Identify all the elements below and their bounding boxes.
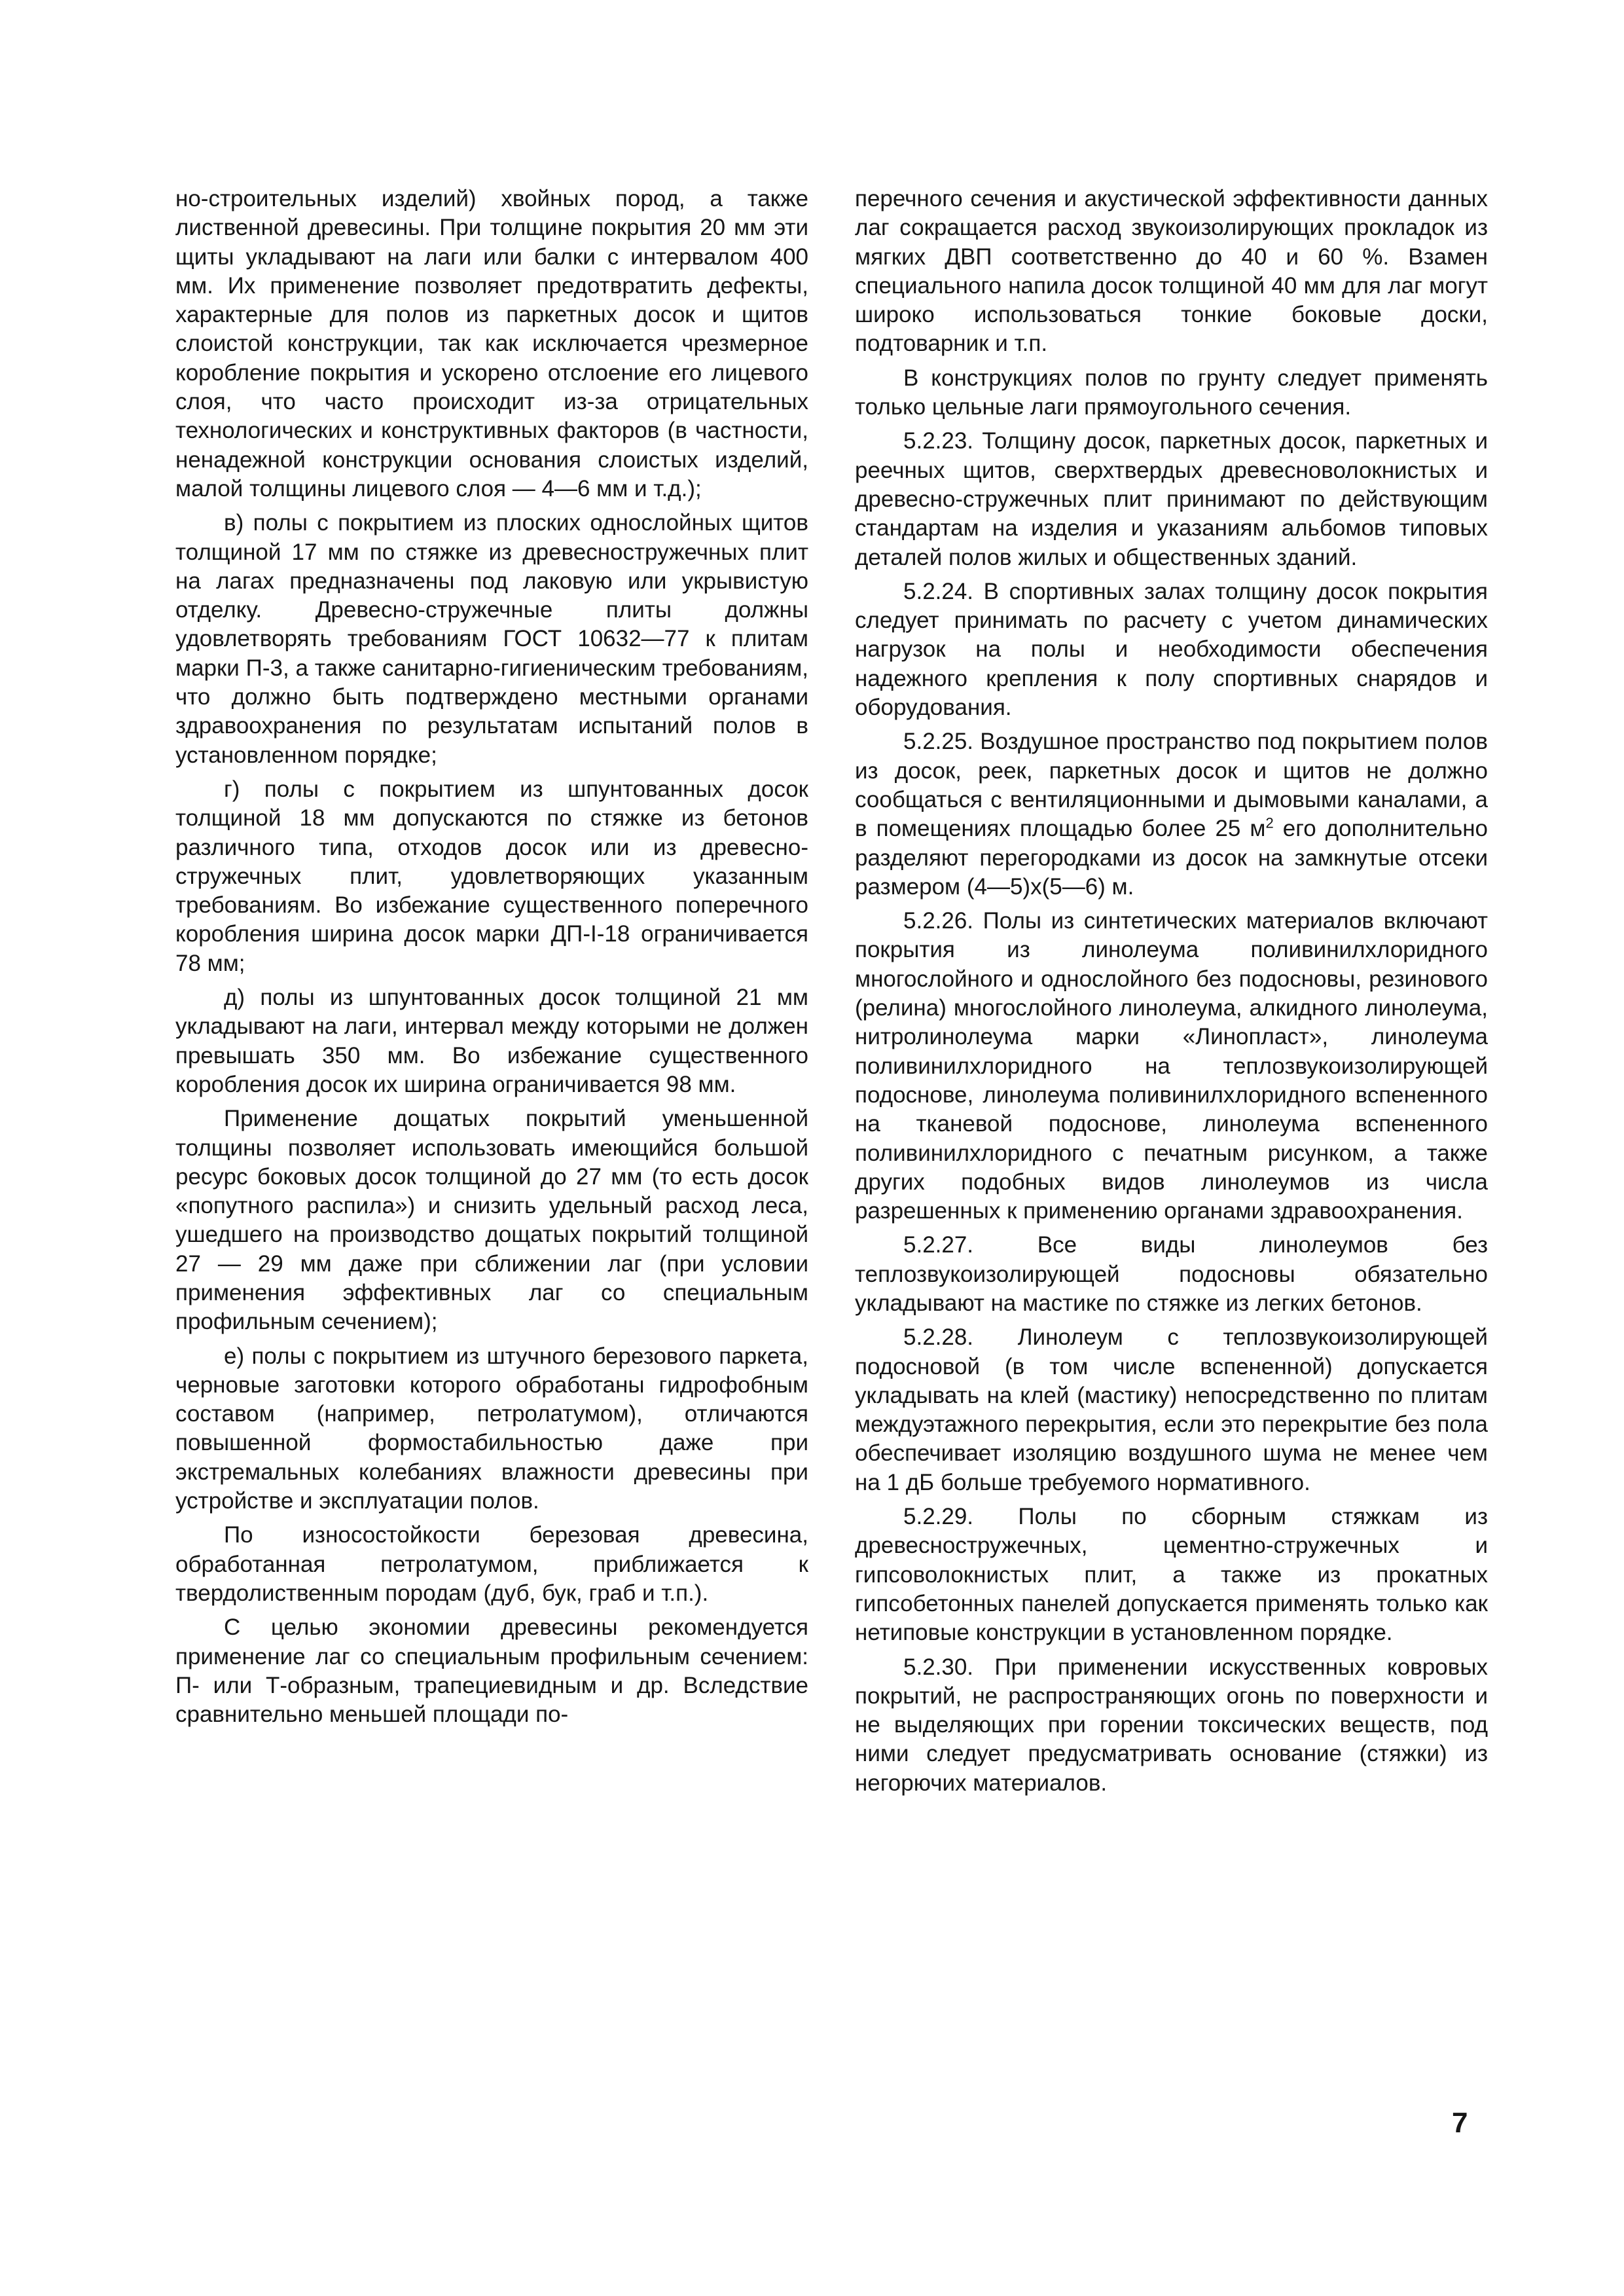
paragraph: В конструкциях полов по грунту следует применять только цельные лаги прямоугольного сечения. bbox=[855, 365, 1488, 420]
paragraph: е) полы с покрытием из штучного березового паркета, черновые заготовки которого обработаны гидрофобным составом (например, петролатумом), отличаются повышенной формостабильностью даже при экстремальных колебаниях влажности древесины при устройстве и эксплуатации полов. bbox=[175, 1343, 808, 1514]
paragraph: но-строительных изделий) хвойных пород, а также лиственной древесины. При толщине покрытия 20 мм эти щиты укладывают на лаги или балки с интервалом 400 мм. Их применение позволяет предотвратить дефекты, характерные для полов из паркетных досок и щитов слоистой конструкции, так как исключается чрезмерное коробление покрытия и ускорено отслоение его лицевого слоя, что часто происходит из-за отрицательных технологических и конструктивных факторов (в частности, ненадежной конструкции основания слоистых изделий, малой толщины лицевого слоя — 4—6 мм и т.д.); bbox=[175, 186, 808, 501]
paragraph: По износостойкости березовая древесина, обработанная петролатумом, приближается к твердолиственным породам (дуб, бук, граб и т.п.). bbox=[175, 1522, 808, 1606]
page-number: 7 bbox=[1452, 2107, 1468, 2139]
paragraph: перечного сечения и акустической эффективности данных лаг сокращается расход звукоизолирующих прокладок из мягких ДВП соответственно до 40 и 60 %. Взамен специального напила досок толщиной 40 мм для лаг могут широко использоваться тонкие боковые доски, подтоварник и т.п. bbox=[855, 186, 1488, 357]
section-5-2-27: 5.2.27. Все виды линолеумов без теплозвукоизолирующей подосновы обязательно укладывают на мастике по стяжке из легких бетонов. bbox=[855, 1232, 1488, 1316]
paragraph: С целью экономии древесины рекомендуется применение лаг со специальным профильным сечением: П- или Т-образным, трапециевидным и др. Вследствие сравнительно меньшей площади по- bbox=[175, 1614, 808, 1728]
section-5-2-29: 5.2.29. Полы по сборным стяжкам из древесностружечных, цементно-стружечных и гипсоволокнистых плит, а также из прокатных гипсобетонных панелей допускается применять только как нетиповые конструкции в установленном порядке. bbox=[855, 1504, 1488, 1646]
paragraph: в) полы с покрытием из плоских однослойных щитов толщиной 17 мм по стяжке из древесностружечных плит на лагах предназначены под лаковую или укрывистую отделку. Древесно-стружечные плиты должны удовлетворять требованиям ГОСТ 10632—77 к плитам марки П-3, а также санитарно-гигиеническим требованиям, что должно быть подтверждено местными органами здравоохранения по результатам испытаний полов в установленном порядке; bbox=[175, 510, 808, 768]
left-text-column bbox=[175, 185, 808, 1729]
paragraph-text: 5.2.25. Воздушное пространство под покрытием полов из досок, реек, паркетных досок и щитов не должно сообщаться с вентиляционными и дымовыми каналами, а в помещениях площадью более 25 м bbox=[855, 729, 1488, 842]
paragraph: Применение дощатых покрытий уменьшенной толщины позволяет использовать имеющийся большой ресурс боковых досок толщиной до 27 мм (то есть досок «попутного распила») и снизить удельный расход леса, ушедшего на производство дощатых покрытий толщиной 27 — 29 мм даже при сближении лаг (при условии применения эффективных лаг со специальным профильным сечением); bbox=[175, 1106, 808, 1335]
section-5-2-28: 5.2.28. Линолеум с теплозвукоизолирующей подосновой (в том числе вспененной) допускается укладывать на клей (мастику) непосредственно по плитам междуэтажного перекрытия, если это перекрытие без пола обеспечивает изоляцию воздушного шума не менее чем на 1 дБ больше требуемого нормативного. bbox=[855, 1324, 1488, 1495]
section-5-2-30: 5.2.30. При применении искусственных ковровых покрытий, не распространяющих огонь по поверхности и не выделяющих при горении токсических веществ, под ними следует предусматривать основание (стяжки) из негорючих материалов. bbox=[855, 1654, 1488, 1796]
paragraph: г) полы с покрытием из шпунтованных досок толщиной 18 мм допускаются по стяжке из бетонов различного типа, отходов досок или из древесно-стружечных плит, удовлетворяющих указанным требованиям. Во избежание существенного поперечного коробления ширина досок марки ДП-I-18 ограничивается 78 мм; bbox=[175, 776, 808, 976]
paragraph-text: его дополнительно разделяют перегородками из досок на замкнутые отсеки размером (4—5)х(5—6) м. bbox=[855, 816, 1488, 900]
superscript: 2 bbox=[1265, 814, 1274, 831]
paragraph: д) полы из шпунтованных досок толщиной 21 мм укладывают на лаги, интервал между которыми не должен превышать 350 мм. Во избежание существенного коробления досок их ширина ограничивается 98 мм. bbox=[175, 985, 808, 1097]
section-5-2-26: 5.2.26. Полы из синтетических материалов включают покрытия из линолеума поливинилхлоридного многослойного и однослойного без подосновы, резинового (релина) многослойного линолеума, алкидного линолеума, нитролинолеума марки «Линопласт», линолеума поливинилхлоридного на теплозвукоизолирующей подоснове, линолеума поливинилхлоридного вспененного на тканевой подоснове, линолеума вспененного поливинилхлоридного с печатным рисунком, а также других подобных видов линолеумов из числа разрешенных к применению органами здравоохранения. bbox=[855, 908, 1488, 1224]
right-text-column bbox=[855, 185, 1488, 1798]
section-5-2-23: 5.2.23. Толщину досок, паркетных досок, паркетных и реечных щитов, сверхтвердых древесноволокнистых и древесно-стружечных плит принимают по действующим стандартам на изделия и указаниям альбомов типовых деталей полов жилых и общественных зданий. bbox=[855, 428, 1488, 570]
section-5-2-24: 5.2.24. В спортивных залах толщину досок покрытия следует принимать по расчету с учетом динамических нагрузок на полы и необходимости обеспечения надежного крепления к полу спортивных снарядов и оборудования. bbox=[855, 578, 1488, 721]
section-5-2-25 bbox=[855, 727, 1488, 902]
